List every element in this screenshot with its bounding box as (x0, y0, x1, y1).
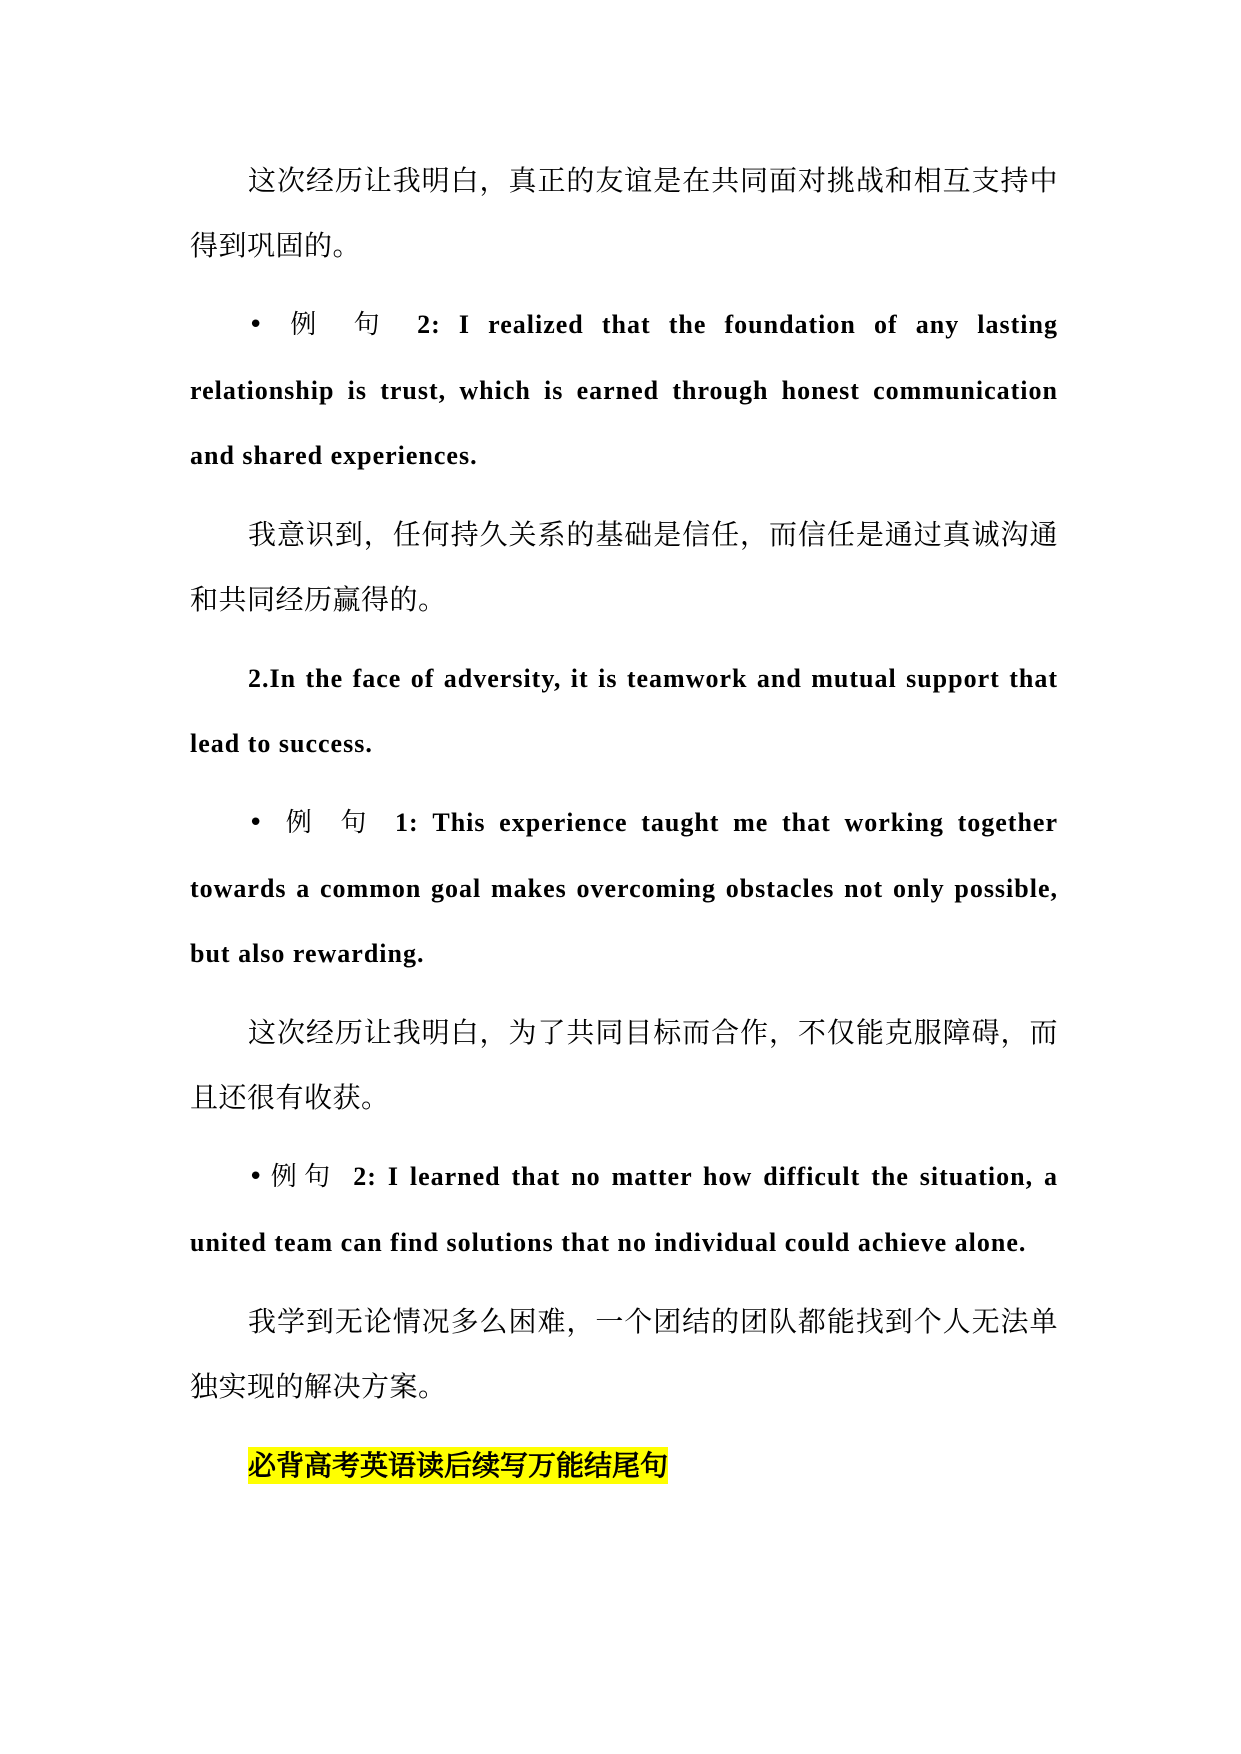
example-sentence-paragraph (190, 1144, 1058, 1275)
phrase-heading-text: 2.In the face of adversity, it is teamwork and mutual support that lead to success. (190, 664, 1058, 758)
example-sentence-paragraph (190, 790, 1058, 986)
section-heading (190, 1433, 1058, 1503)
zh-translation-paragraph: 我意识到，任何持久关系的基础是信任，而信任是通过真诚沟通和共同经历赢得的。 (190, 518, 1058, 616)
example-sentence-text: 2: I realized that the foundation of any lasting relationship is trust, which is earned through honest communication and shared experiences. (190, 310, 1058, 470)
document-body (190, 148, 1058, 1503)
zh-translation-paragraph: 这次经历让我明白，真正的友谊是在共同面对挑战和相互支持中得到巩固的。 (190, 164, 1058, 262)
example-label: • 例 句 (248, 808, 396, 838)
example-label: • 例 句 (248, 310, 418, 340)
zh-translation-paragraph: 这次经历让我明白，为了共同目标而合作，不仅能克服障碍，而且还很有收获。 (190, 1016, 1058, 1114)
example-sentence-text: 2: I learned that no matter how difficult the situation, a united team can find solutions that no individual could achieve alone. (190, 1162, 1058, 1257)
example-label: •例句 (248, 1162, 354, 1192)
highlighted-section-title: 必背高考英语读后续写万能结尾句 (248, 1449, 669, 1482)
phrase-heading-paragraph (190, 646, 1058, 776)
example-sentence-text: 1: This experience taught me that working together towards a common goal makes overcoming obstacles not only possible, but also rewarding. (190, 808, 1058, 968)
example-sentence-paragraph (190, 292, 1058, 488)
zh-translation-paragraph: 我学到无论情况多么困难，一个团结的团队都能找到个人无法单独实现的解决方案。 (190, 1305, 1058, 1403)
